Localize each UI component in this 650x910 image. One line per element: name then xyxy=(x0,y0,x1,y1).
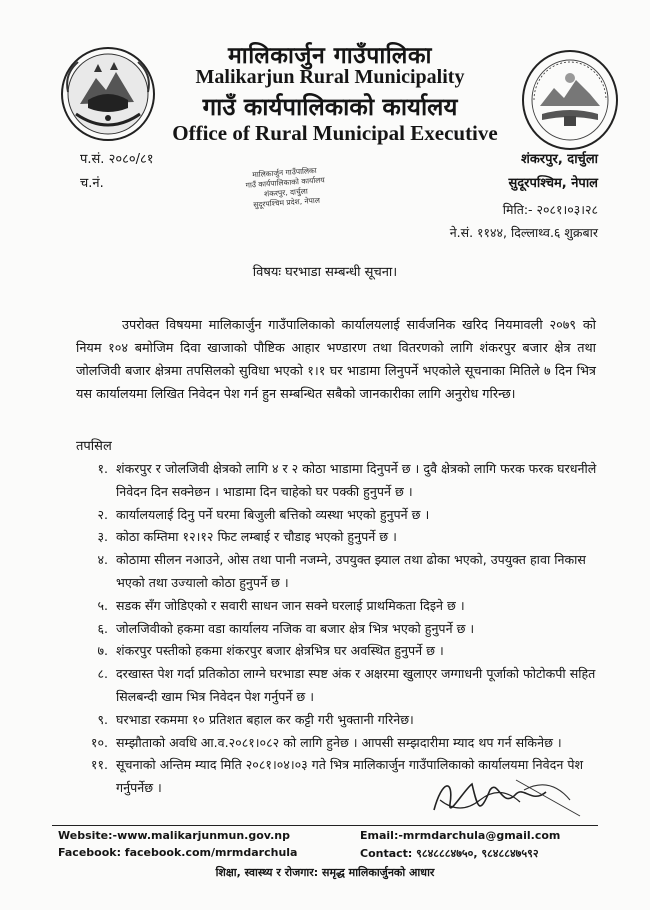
office-stamp xyxy=(228,164,343,224)
subject-line: विषयः घरभाडा सम्बन्धी सूचना। xyxy=(252,265,398,280)
list-item xyxy=(76,504,601,527)
municipality-name-nepali: मालिकार्जुन गाउँपालिका xyxy=(228,43,432,69)
footer-email: Email:-mrmdarchula@gmail.com xyxy=(360,829,561,842)
list-item-number: ७. xyxy=(97,643,108,659)
address-line-1: शंकरपुर, दार्चुला xyxy=(520,152,598,167)
list-item-number: ३. xyxy=(97,529,108,545)
footer-contact: Contact: ९८४८८८४७५०, ९८४८८४७५९२ xyxy=(360,847,539,860)
list-item-text: शंकरपुर र जोलजिवी क्षेत्रको लागि ४ र २ कोठा भाडामा दिनुपर्ने छ । दुवै क्षेत्रको लागि फरक फरक घरधनीले निवेदन दिन सक्नेछन । भाडामा दिन चाहेको घर पक्की हुनुपर्ने छ । xyxy=(116,461,597,499)
list-item-text: सडक सँग जोडिएको र सवारी साधन जान सक्ने घरलाई प्राथमिकता दिइने छ । xyxy=(116,597,465,613)
list-item-text: दरखास्त पेश गर्दा प्रतिकोठा लाग्ने घरभाडा स्पष्ट अंक र अक्षरमा खुलाएर जग्गाधनी पूर्जाको फोटोकपी सहित सिलबन्दी खाम भित्र निवेदन पेश गर्नुपर्ने छ । xyxy=(116,666,596,704)
footer-facebook: Facebook: facebook.com/mrmdarchula xyxy=(58,846,298,859)
list-item-text: सूचनाको अन्तिम म्याद मिति २०८१।०४।०३ गते भित्र मालिकार्जुन गाउँपालिकाको कार्यालयमा निवेदन पेश गर्नुपर्नेछ । xyxy=(116,757,584,796)
footer-website: Website:-www.malikarjunmun.gov.np xyxy=(58,829,290,842)
list-item xyxy=(76,595,601,618)
address-line-2: सुदूरपश्चिम, नेपाल xyxy=(508,176,598,191)
stamp-line-3: शंकरपुर, दार्चुला xyxy=(263,186,309,199)
chalani-number: च.नं. xyxy=(80,176,104,191)
date-block xyxy=(450,198,598,244)
municipality-name-english: Malikarjun Rural Municipality xyxy=(195,66,465,88)
list-item xyxy=(76,549,601,595)
list-item xyxy=(76,663,601,709)
list-item-number: ८. xyxy=(97,666,108,682)
office-name-english: Office of Rural Municipal Executive xyxy=(172,121,498,145)
list-item-number: ६. xyxy=(97,620,108,636)
list-item-number: ४. xyxy=(97,552,108,568)
list-item-number: १. xyxy=(97,461,108,476)
list-item-number: २. xyxy=(97,506,108,522)
patra-sankhya: प.सं. २०८०/८१ xyxy=(80,152,154,167)
list-item xyxy=(76,709,601,732)
address-block xyxy=(508,148,598,196)
list-item-text: जोलजिवीको हकमा वडा कार्यालय नजिक वा बजार क्षेत्र भित्र भएको हुनुपर्ने छ । xyxy=(116,620,475,636)
list-item-number: ११. xyxy=(90,757,108,773)
office-name-nepali: गाउँ कार्यपालिकाको कार्यालय xyxy=(202,93,458,121)
list-item-text: घरभाडा रकममा १० प्रतिशत बहाल कर कट्टी गरी भुक्तानी गरिनेछ। xyxy=(116,711,414,727)
list-item-number: ९. xyxy=(97,711,108,727)
list-item-text: कोठामा सीलन नआउने, ओस तथा पानी नजम्ने, उपयुक्त झ्याल तथा ढोका भएको, उपयुक्त हावा निकास भएको तथा उज्यालो कोठा हुनुपर्ने छ । xyxy=(116,552,586,590)
list-item xyxy=(76,618,601,641)
list-item-text: कोठा कम्तिमा १२।१२ फिट लम्बाई र चौडाइ भएको हुनुपर्ने छ । xyxy=(116,529,397,545)
list-item-text: कार्यालयलाई दिनु पर्ने घरमा बिजुली बत्तिको व्यस्था भएको हुनुपर्ने छ । xyxy=(116,506,430,522)
reference-block xyxy=(80,148,154,196)
list-item xyxy=(76,458,601,504)
footer-slogan: शिक्षा, स्वास्थ्य र रोजगार: समृद्ध मालिकार्जुनको आधार xyxy=(215,866,435,879)
signature-icon xyxy=(420,770,590,830)
notice-paragraph xyxy=(76,314,596,406)
list-item xyxy=(76,526,601,549)
list-item xyxy=(76,640,601,663)
stamp-line-1: मालिकार्जुन गाउँपालिका xyxy=(252,165,317,180)
date-nepal-sambat: ने.सं. ११४४, दिल्लाथ्व.६ शुक्रबार xyxy=(449,225,598,240)
stamp-line-4: सुदूरपश्चिम प्रदेश, नेपाल xyxy=(253,195,321,210)
list-item-text: शंकरपुर पस्तीको हकमा शंकरपुर बजार क्षेत्रभित्र घर अवस्थित हुनुपर्ने छ । xyxy=(116,643,444,659)
date-bs: मिति:- २०८१।०३।२८ xyxy=(502,202,598,217)
list-item-number: ५. xyxy=(97,597,108,613)
list-item-number: १०. xyxy=(90,734,108,750)
footer-divider xyxy=(52,825,598,826)
stamp-line-2: गाउँ कार्यपालिकाको कार्यालय xyxy=(245,175,325,190)
tapasil-heading: तपसिल xyxy=(76,439,112,454)
municipality-logo-icon xyxy=(520,48,620,152)
list-item xyxy=(76,732,601,755)
notice-paragraph-text: उपरोक्त विषयमा मालिकार्जुन गाउँपालिकाको कार्यालयलाई सार्वजनिक खरिद नियमावली २०७९ को नियम १०४ बमोजिम दिवा खाजाको पौष्टिक आहार भण्डारण तथा वितरणको लागि शंकरपुर बजार क्षेत्र तथा जोलजिवी बजार क्षेत्रमा तपसिलको सुविधा भएको १।१ घर भाडामा लिनुपर्ने भएकोले सूचनाका मितिले ७ दिन भित्र यस कार्यालयमा लिखित निवेदन पेश गर्न हुन सम्बन्धित सबैको जानकारीका लागि अनुरोध गरिन्छ। xyxy=(76,318,596,402)
conditions-list xyxy=(76,458,601,800)
list-item-text: सम्झौताको अवधि आ.व.२०८१।०८२ को लागि हुनेछ । आपसी सम्झदारीमा म्याद थप गर्न सकिनेछ । xyxy=(116,734,562,750)
